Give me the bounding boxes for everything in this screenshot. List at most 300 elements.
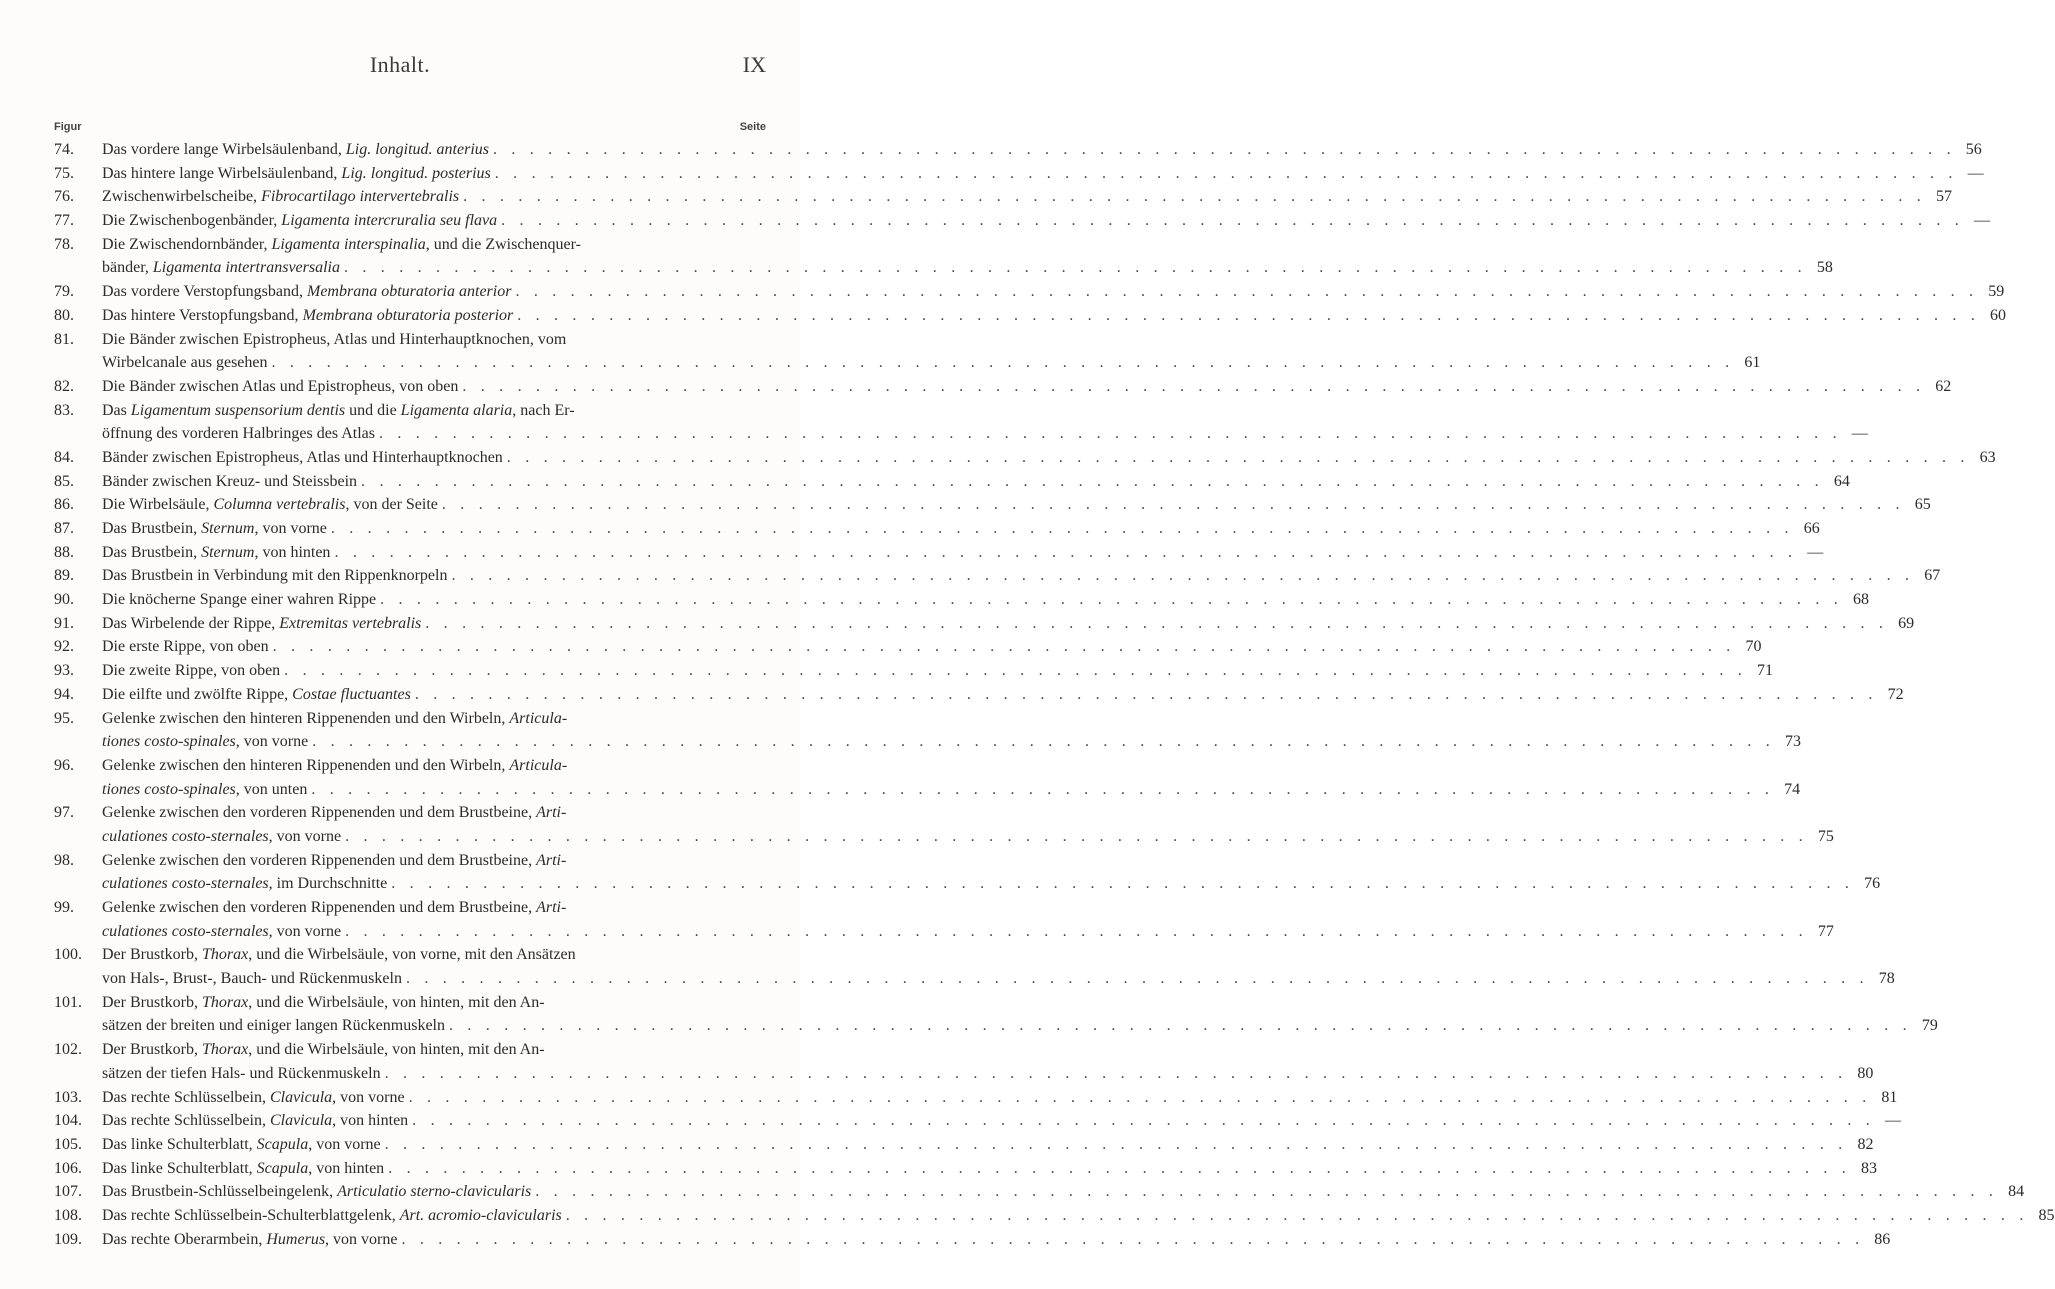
toc-entry-line [54,541,1824,565]
toc-entry-line [54,635,1762,659]
toc-entry-line [54,1038,766,1062]
page-ref: — [1884,1112,1901,1130]
text-run: Das vordere lange Wirbelsäulenband, [102,141,346,158]
latin-term: Lig. longitud. posterius [341,164,491,182]
figure-number: 84. [54,448,74,466]
figure-number: 85. [54,472,74,490]
text-run: Das [102,401,131,419]
latin-term: culationes costo-sternales [102,922,269,940]
page-ref: 62 [1935,377,1952,395]
figure-number: 108. [54,1206,82,1224]
entry-text [102,1180,531,1204]
entry-text [102,162,491,186]
figure-number: 109. [54,1230,82,1248]
page-ref: 86 [1874,1230,1891,1248]
text-run: Der Brustkorb, [102,1041,202,1059]
figure-number: 75. [54,164,74,182]
toc-entry [54,564,1941,588]
text-run: Das rechte Schlüsselbein-Schulterblattgelenk, [102,1206,400,1224]
latin-term: Ligamenta intercruralia seu flava [281,212,498,230]
entry-lastline [102,967,1895,991]
toc-entry [54,493,1931,517]
latin-term: Scapula [256,1135,309,1153]
toc-entry [54,138,1982,162]
text-run: Das Brustbein-Schlüsselbeingelenk, [102,1183,338,1201]
toc-entry-line [54,659,1773,683]
text-run: von Hals-, Brust-, Bauch- und Rückenmuskeln [102,970,402,988]
toc-entry [54,1109,1901,1133]
figure-number: 106. [54,1159,82,1177]
toc-entry-line [54,1086,1898,1110]
text-run: , von der Seite [345,496,438,514]
text-run: Das hintere Verstopfungsband, [102,306,303,324]
entry-lastline [102,1157,1877,1181]
text-run: Die Bänder zwischen Atlas und Epistropheus, von oben [102,377,459,395]
page-ref: 75 [1817,827,1834,845]
entry-text [102,920,341,944]
toc-entry-line [54,493,1931,517]
text-run: Das linke Schulterblatt, [102,1135,257,1153]
figure-number: 105. [54,1135,82,1153]
figure-number: 93. [54,662,74,680]
entry-text [102,351,268,375]
entry-text [102,730,308,754]
latin-term: Membrana obturatoria anterior [307,283,512,301]
entry-lastline [102,256,1833,280]
entry-lastline [102,138,1982,162]
leader-dots: . . . . . . . . . . . . . . . . . . . . . . . . . . . . . . . . . . . . . . . . . . . . . . . . . . . . . . . . . . . . . . . . . . . . . . . . . . . . . . . . [334,543,1798,561]
text-run: Die zweite Rippe, von oben [102,662,281,680]
toc-entry [54,943,1895,990]
leader-dots: . . . . . . . . . . . . . . . . . . . . . . . . . . . . . . . . . . . . . . . . . . . . . . . . . . . . . . . . . . . . . . . . . . . . . . . . . . . . . . . . [441,496,1905,514]
leader-dots: . . . . . . . . . . . . . . . . . . . . . . . . . . . . . . . . . . . . . . . . . . . . . . . . . . . . . . . . . . . . . . . . . . . . . . . . . . . . . . . . [506,448,1970,466]
figure-number: 83. [54,401,74,419]
page-ref: 85 [2038,1206,2055,1224]
entry-lastline [102,778,1801,802]
leader-dots: . . . . . . . . . . . . . . . . . . . . . . . . . . . . . . . . . . . . . . . . . . . . . . . . . . . . . . . . . . . . . . . . . . . . . . . . . . . . . . . . [494,164,1958,182]
latin-term: Ligamentum suspensorium dentis [130,401,346,419]
entry-lastline [102,1204,2055,1228]
page-number: IX [742,52,766,77]
text-run: Die Bänder zwischen Epistropheus, Atlas und Hinterhauptknochen, vom [102,330,567,348]
toc-entry-line [54,233,766,257]
toc-entry-line [54,1180,2025,1204]
entry-lastline [102,422,1868,446]
toc-entry [54,635,1762,659]
text-run: Wirbelcanale aus gesehen [102,354,268,372]
toc-entry [54,328,1761,375]
entry-lastline [102,1228,1891,1252]
figure-number: 94. [54,685,74,703]
toc-entry [54,849,1881,896]
entry-lastline [102,185,1952,209]
toc-entry [54,375,1952,399]
toc-entry [54,280,2005,304]
entry-lastline [102,541,1824,565]
latin-term: Articulatio sterno-clavicularis [337,1183,532,1201]
leader-dots: . . . . . . . . . . . . . . . . . . . . . . . . . . . . . . . . . . . . . . . . . . . . . . . . . . . . . . . . . . . . . . . . . . . . . . . . . . . . . . . . [344,259,1807,277]
toc-entry-line [54,256,1833,280]
entry-text [102,375,458,399]
toc-entry-line [54,328,766,352]
figure-number: 100. [54,946,82,964]
toc-entry [54,659,1773,683]
entry-lastline [102,1180,2025,1204]
toc-entry-line [54,517,1820,541]
figure-number: 99. [54,899,74,916]
page-ref: 66 [1803,520,1820,537]
toc-entry-line [54,612,1915,636]
toc-entry-line [54,209,1990,233]
leader-dots: . . . . . . . . . . . . . . . . . . . . . . . . . . . . . . . . . . . . . . . . . . . . . . . . . . . . . . . . . . . . . . . . . . . . . . . . . . . . . . . . [408,1088,1872,1106]
toc-entry-line [54,991,766,1015]
figure-number: 92. [54,638,74,656]
latin-term: Extremitas vertebralis [279,614,422,632]
page-ref: 79 [1921,1017,1938,1035]
page-ref: 67 [1924,567,1941,585]
toc-entry-line [54,470,1850,494]
toc-entry-line [54,588,1869,612]
toc-entry-line [54,304,2007,328]
text-run: Die eilfte und zwölfte Rippe, [102,685,293,703]
text-run: Die Zwischendornbänder, [102,235,272,253]
entry-text [102,1038,545,1062]
page-ref: 61 [1744,354,1761,372]
entry-text [102,328,566,352]
entry-lastline [102,1086,1898,1110]
entry-text [102,849,566,873]
toc-entry-line [54,683,1904,707]
entry-lastline [102,564,1941,588]
latin-term: Ligamenta intertransversalia [152,259,340,277]
text-run: Der Brustkorb, [102,946,202,964]
text-run: , und die Wirbelsäule, von hinten, mit den An- [248,1041,545,1059]
page-ref: 76 [1864,875,1881,893]
toc-entry [54,991,1938,1038]
latin-term: culationes costo-sternales [102,875,269,893]
toc-entry-line [54,280,2005,304]
entry-text [102,1228,397,1252]
entry-text [102,707,567,731]
figure-number: 101. [54,993,82,1011]
figure-number: 78. [54,235,74,253]
leader-dots: . . . . . . . . . . . . . . . . . . . . . . . . . . . . . . . . . . . . . . . . . . . . . . . . . . . . . . . . . . . . . . . . . . . . . . . . . . . . . . . . [345,922,1808,940]
toc-entry-line [54,564,1941,588]
entry-text [102,1086,405,1110]
page-ref: 73 [1785,733,1802,751]
text-run: Das linke Schulterblatt, [102,1159,257,1177]
entry-lastline [102,1133,1874,1157]
entry-lastline [102,1014,1938,1038]
entry-lastline [102,470,1850,494]
toc-entry [54,470,1850,494]
entry-lastline [102,825,1834,849]
toc-entry-line [54,1109,1901,1133]
text-run: , im Durchschnitte [268,875,388,893]
leader-dots: . . . . . . . . . . . . . . . . . . . . . . . . . . . . . . . . . . . . . . . . . . . . . . . . . . . . . . . . . . . . . . . . . . . . . . . . . . . . . . . . [271,354,1735,372]
page-ref: — [1851,425,1868,443]
entry-lastline [102,280,2005,304]
text-run: Das rechte Schlüsselbein, [102,1112,270,1130]
latin-term: Scapula [256,1159,309,1177]
toc-entry-line [54,1157,1877,1181]
page-ref: 81 [1881,1088,1898,1106]
page-ref: 77 [1817,922,1834,940]
figure-number: 104. [54,1112,82,1130]
toc-entry-line [54,825,1834,849]
page-ref: 63 [1979,448,1996,466]
toc-entry [54,896,1834,943]
entry-text [102,541,330,565]
text-run: sätzen der tiefen Hals- und Rückenmuskeln [102,1064,381,1082]
leader-dots: . . . . . . . . . . . . . . . . . . . . . . . . . . . . . . . . . . . . . . . . . . . . . . . . . . . . . . . . . . . . . . . . . . . . . . . . . . . . . . . . [414,685,1878,703]
entry-text [102,659,280,683]
text-run: , von vorne [235,733,309,751]
entry-text [102,1133,381,1157]
toc-entry [54,1228,1891,1252]
entry-text [102,991,545,1015]
page-ref: 64 [1833,472,1850,490]
toc-entry-line [54,1133,1874,1157]
page-ref: 83 [1861,1159,1877,1177]
leader-dots: . . . . . . . . . . . . . . . . . . . . . . . . . . . . . . . . . . . . . . . . . . . . . . . . . . . . . . . . . . . . . . . . . . . . . . . . . . . . . . . . [515,283,1979,301]
toc-entry-line [54,778,1801,802]
entry-text [102,896,566,920]
page-ref: 84 [2008,1183,2025,1201]
latin-term: Thorax [201,946,249,964]
toc-entry-line [54,1062,1874,1086]
toc-entry-line [54,943,766,967]
leader-dots: . . . . . . . . . . . . . . . . . . . . . . . . . . . . . . . . . . . . . . . . . . . . . . . . . . . . . . . . . . . . . . . . . . . . . . . . . . . . . . . . [311,780,1775,798]
table-of-contents [54,138,2055,1251]
leader-dots: . . . . . . . . . . . . . . . . . . . . . . . . . . . . . . . . . . . . . . . . . . . . . . . . . . . . . . . . . . . . . . . . . . . . . . . . . . . . . . . . [380,591,1843,609]
entry-text [102,1062,381,1086]
latin-term: Ligamenta alaria [400,401,513,419]
toc-entry [54,541,1824,565]
text-run: , von vorne [268,827,342,845]
entry-lastline [102,635,1762,659]
entry-text [102,280,511,304]
text-run: , nach Er- [512,401,575,419]
toc-entry-line [54,967,1895,991]
text-run: Der Brustkorb, [102,993,202,1011]
latin-term: Articula- [509,709,568,727]
text-run: , und die Zwischenquer- [425,235,581,253]
text-run: , von hinten [308,1159,385,1177]
latin-term: Sternum [201,520,255,537]
page-ref: 57 [1935,188,1952,206]
entry-lastline [102,730,1802,754]
entry-text [102,1204,562,1228]
entry-text [102,967,402,991]
latin-term: Arti- [536,804,567,822]
entry-text [102,943,576,967]
leader-dots: . . . . . . . . . . . . . . . . . . . . . . . . . . . . . . . . . . . . . . . . . . . . . . . . . . . . . . . . . . . . . . . . . . . . . . . . . . . . . . . . [312,733,1776,751]
latin-term: tiones costo-spinales [102,733,236,751]
text-run: , von vorne [308,1135,381,1153]
toc-entry [54,1180,2025,1204]
text-run: Die erste Rippe, von oben [102,638,269,656]
page-ref: 80 [1857,1064,1874,1082]
entry-text [102,825,341,849]
figure-number: 81. [54,330,74,348]
latin-term: Lig. longitud. anterius [345,141,489,158]
toc-entry-line [54,1014,1938,1038]
text-run: , von hinten [254,543,331,561]
text-run: Gelenke zwischen den vorderen Rippenenden und dem Brustbeine, [102,851,537,869]
leader-dots: . . . . . . . . . . . . . . . . . . . . . . . . . . . . . . . . . . . . . . . . . . . . . . . . . . . . . . . . . . . . . . . . . . . . . . . . . . . . . . . . [330,520,1794,537]
page-ref: — [1967,164,1984,182]
text-run: Das Brustbein, [102,543,202,561]
latin-term: Sternum [201,543,255,561]
text-run: Das vordere Verstopfungsband, [102,283,307,301]
page-ref: 60 [1990,306,2007,324]
figure-number: 91. [54,614,74,632]
entry-text [102,612,421,636]
leader-dots: . . . . . . . . . . . . . . . . . . . . . . . . . . . . . . . . . . . . . . . . . . . . . . . . . . . . . . . . . . . . . . . . . . . . . . . . . . . . . . . . [384,1064,1848,1082]
page-ref: 58 [1816,259,1833,277]
text-run: Die Wirbelsäule, [102,496,214,514]
entry-lastline [102,588,1869,612]
page-ref: 69 [1898,614,1915,632]
toc-entry-line [54,801,766,825]
leader-dots: . . . . . . . . . . . . . . . . . . . . . . . . . . . . . . . . . . . . . . . . . . . . . . . . . . . . . . . . . . . . . . . . . . . . . . . . . . . . . . . . [361,472,1824,490]
entry-lastline [102,162,1984,186]
page-ref: — [1973,212,1990,230]
text-run: , von vorne [254,520,327,537]
column-header-figure: Figur [54,121,82,133]
figure-number: 102. [54,1041,82,1059]
page-ref: 59 [1988,283,2005,301]
entry-lastline [102,493,1931,517]
leader-dots: . . . . . . . . . . . . . . . . . . . . . . . . . . . . . . . . . . . . . . . . . . . . . . . . . . . . . . . . . . . . . . . . . . . . . . . . . . . . . . . . [378,425,1842,443]
entry-text [102,1157,384,1181]
toc-entry [54,162,1984,186]
entry-text [102,399,575,423]
latin-term: Fibrocartilago intervertebralis [261,188,460,206]
figure-number: 87. [54,520,74,537]
latin-term: Humerus [266,1230,326,1248]
entry-lastline [102,446,1996,470]
text-run: Gelenke zwischen den hinteren Rippenenden und den Wirbeln, [102,709,510,727]
entry-lastline [102,872,1881,896]
toc-entry [54,517,1820,541]
text-run: Gelenke zwischen den vorderen Rippenenden und dem Brustbeine, [102,804,537,822]
text-run: Das rechte Schlüsselbein, [102,1088,270,1106]
page-ref: 71 [1756,662,1773,680]
entry-text [102,446,503,470]
page-ref: 56 [1965,141,1982,158]
entry-text [102,304,513,328]
toc-entry [54,754,1801,801]
running-head [0,52,800,82]
leader-dots: . . . . . . . . . . . . . . . . . . . . . . . . . . . . . . . . . . . . . . . . . . . . . . . . . . . . . . . . . . . . . . . . . . . . . . . . . . . . . . . . [388,1159,1851,1177]
leader-dots: . . . . . . . . . . . . . . . . . . . . . . . . . . . . . . . . . . . . . . . . . . . . . . . . . . . . . . . . . . . . . . . . . . . . . . . . . . . . . . . . [272,638,1736,656]
text-run: , und die Wirbelsäule, von vorne, mit den Ansätzen [248,946,576,964]
page-ref: 82 [1857,1135,1874,1153]
leader-dots: . . . . . . . . . . . . . . . . . . . . . . . . . . . . . . . . . . . . . . . . . . . . . . . . . . . . . . . . . . . . . . . . . . . . . . . . . . . . . . . . [401,1230,1865,1248]
text-run: Bänder zwischen Kreuz- und Steissbein [102,472,358,490]
entry-text [102,209,497,233]
page-ref: 78 [1878,970,1895,988]
leader-dots: . . . . . . . . . . . . . . . . . . . . . . . . . . . . . . . . . . . . . . . . . . . . . . . . . . . . . . . . . . . . . . . . . . . . . . . . . . . . . . . . [451,567,1915,585]
toc-entry [54,399,1868,446]
text-run: Das Brustbein, [102,520,202,537]
page-ref: 74 [1784,780,1801,798]
text-run: Gelenke zwischen den hinteren Rippenenden und den Wirbeln, [102,756,510,774]
toc-entry [54,801,1834,848]
toc-entry-line [54,446,1996,470]
figure-number: 88. [54,543,74,561]
toc-entry-line [54,375,1952,399]
figure-number: 90. [54,591,74,609]
toc-entry-line [54,920,1834,944]
entry-text [102,470,357,494]
entry-text [102,872,387,896]
text-run: Das Wirbelende der Rippe, [102,614,280,632]
toc-entry [54,304,2007,328]
toc-entry-line [54,351,1761,375]
latin-term: Thorax [201,1041,249,1059]
latin-term: tiones costo-spinales [102,780,236,798]
entry-lastline [102,375,1952,399]
toc-entry [54,1086,1898,1110]
text-run: , von hinten [332,1112,409,1130]
text-run: Gelenke zwischen den vorderen Rippenenden und dem Brustbeine, [102,899,537,916]
text-run: sätzen der breiten und einiger langen Rückenmuskeln [102,1017,445,1035]
toc-entry [54,233,1833,280]
column-headers [54,121,766,135]
figure-number: 97. [54,804,74,822]
toc-entry-line [54,399,766,423]
toc-entry-line [54,730,1802,754]
leader-dots: . . . . . . . . . . . . . . . . . . . . . . . . . . . . . . . . . . . . . . . . . . . . . . . . . . . . . . . . . . . . . . . . . . . . . . . . . . . . . . . . [391,875,1855,893]
leader-dots: . . . . . . . . . . . . . . . . . . . . . . . . . . . . . . . . . . . . . . . . . . . . . . . . . . . . . . . . . . . . . . . . . . . . . . . . . . . . . . . . [462,377,1926,395]
toc-entry-line [54,872,1881,896]
toc-entry [54,1157,1877,1181]
entry-lastline [102,683,1904,707]
figure-number: 89. [54,567,74,585]
toc-entry-line [54,754,766,778]
page-ref: — [1807,543,1824,561]
toc-entry [54,612,1915,636]
page-ref: 70 [1745,638,1762,656]
figure-number: 103. [54,1088,82,1106]
entry-text [102,1014,445,1038]
entry-lastline [102,304,2007,328]
text-run: , von vorne [325,1230,398,1248]
toc-entry-line [54,138,1982,162]
latin-term: Clavicula [269,1088,333,1106]
entry-text [102,233,581,257]
latin-term: culationes costo-sternales [102,827,269,845]
entry-text [102,138,489,162]
toc-entry-line [54,422,1868,446]
latin-term: Costae fluctuantes [292,685,411,703]
entry-lastline [102,517,1820,541]
entry-lastline [102,1062,1874,1086]
toc-entry-line [54,849,766,873]
toc-entry [54,707,1802,754]
page-ref: 65 [1914,496,1931,514]
toc-entry [54,588,1869,612]
text-run: Das rechte Oberarmbein, [102,1230,267,1248]
entry-lastline [102,1109,1901,1133]
text-run: Das hintere lange Wirbelsäulenband, [102,164,342,182]
toc-entry [54,1133,1874,1157]
entry-text [102,185,459,209]
figure-number: 95. [54,709,74,727]
